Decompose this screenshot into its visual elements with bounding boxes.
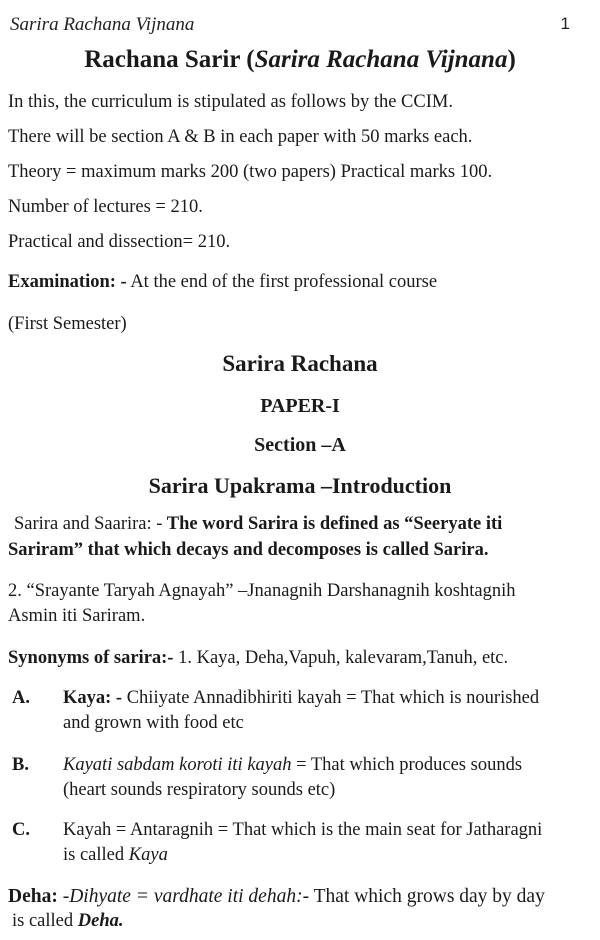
examination-line-2: (First Semester) bbox=[8, 314, 127, 334]
synonyms-label: Synonyms of sarira:- bbox=[8, 648, 174, 668]
intro-line: In this, the curriculum is stipulated as follows by the CCIM. bbox=[8, 92, 453, 112]
item-b-line-2: (heart sounds respiratory sounds etc) bbox=[63, 780, 336, 800]
item-c-pre: is called bbox=[63, 845, 129, 865]
deha-dash: - bbox=[57, 886, 70, 907]
examination-label: Examination: - bbox=[8, 272, 127, 292]
item-a-line bbox=[63, 688, 539, 709]
synonyms-line bbox=[8, 648, 508, 669]
section-heading-introduction: Sarira Upakrama –Introduction bbox=[148, 473, 452, 498]
examination-text: At the end of the first professional course bbox=[126, 272, 438, 292]
para2-line-2: Asmin iti Sariram. bbox=[8, 606, 146, 626]
item-a-bold: Kaya: - bbox=[63, 688, 123, 708]
running-head: Sarira Rachana Vijnana bbox=[10, 14, 195, 35]
title-paren-open: ( bbox=[246, 46, 255, 73]
intro-line: Theory = maximum marks 200 (two papers) Practical marks 100. bbox=[8, 162, 493, 182]
para2-line: 2. “Srayante Taryah Agnayah” –Jnanagnih Darshanagnih koshtagnih bbox=[8, 581, 516, 601]
intro-line: Number of lectures = 210. bbox=[8, 197, 203, 217]
deha-italic: Dihyate = vardhate iti dehah:- bbox=[69, 886, 310, 907]
sarira-bold-1: The word Sarira is defined as “Seeryate iti bbox=[162, 514, 503, 534]
section-heading-section-a: Section –A bbox=[254, 434, 346, 456]
deha-italic-2: Deha. bbox=[77, 911, 124, 931]
section-heading-sarira-rachana: Sarira Rachana bbox=[222, 351, 378, 376]
synonyms-text: 1. Kaya, Deha,Vapuh, kalevaram,Tanuh, etc. bbox=[173, 648, 509, 668]
examination-line bbox=[8, 272, 437, 293]
section-heading-paper: PAPER-I bbox=[260, 395, 340, 417]
item-label-b: B. bbox=[12, 755, 29, 775]
sarira-definition-line-2: Sariram” that which decays and decomposes is called Sarira. bbox=[8, 540, 489, 560]
intro-line: There will be section A & B in each paper with 50 marks each. bbox=[8, 127, 473, 147]
item-c-italic: Kaya bbox=[128, 845, 168, 865]
title-paren-close: ) bbox=[507, 46, 516, 73]
deha-line bbox=[8, 886, 545, 908]
item-a-text: Chiiyate Annadibhiriti kayah = That which is nourished bbox=[122, 688, 540, 708]
page-title bbox=[0, 46, 600, 74]
deha-line-2 bbox=[12, 911, 124, 932]
deha-text: That which grows day by day bbox=[309, 886, 545, 907]
item-c-line: Kayah = Antaragnih = That which is the main seat for Jatharagni bbox=[63, 820, 543, 840]
title-main: Rachana Sarir bbox=[84, 46, 240, 73]
item-label-c: C. bbox=[12, 820, 30, 840]
deha-label: Deha: bbox=[8, 886, 58, 907]
item-b-line bbox=[63, 755, 522, 776]
page-number: 1 bbox=[560, 14, 570, 33]
item-a-line-2: and grown with food etc bbox=[63, 713, 244, 733]
item-label-a: A. bbox=[12, 688, 30, 708]
item-c-line-2 bbox=[63, 845, 168, 866]
deha-pre: is called bbox=[12, 911, 78, 931]
item-b-text: = That which produces sounds bbox=[291, 755, 523, 775]
intro-line: Practical and dissection= 210. bbox=[8, 232, 231, 252]
item-b-italic: Kayati sabdam koroti iti kayah bbox=[63, 755, 292, 775]
sarira-lead: Sarira and Saarira: - bbox=[14, 514, 163, 534]
title-italic: Sarira Rachana Vijnana bbox=[254, 46, 508, 73]
sarira-definition-line bbox=[14, 514, 502, 535]
